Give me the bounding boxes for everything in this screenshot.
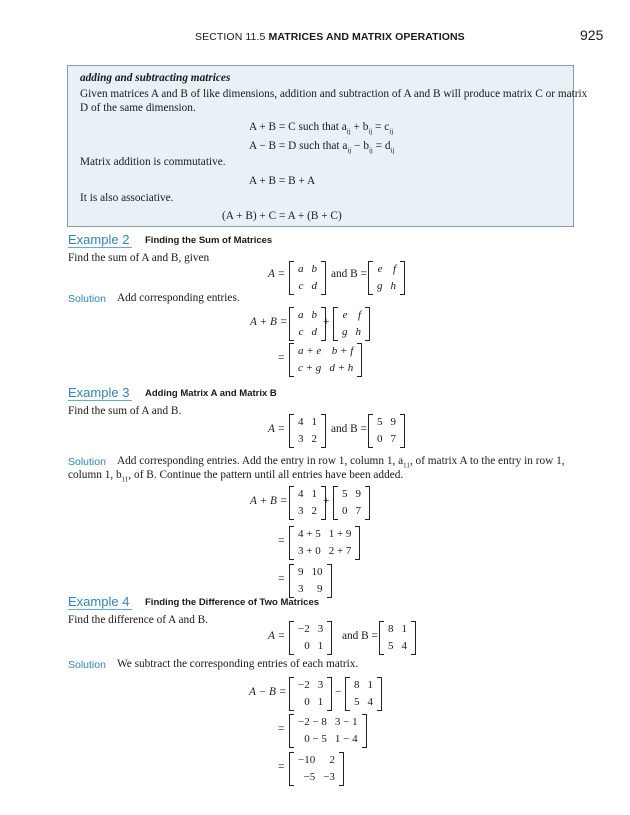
- matrix-entry: 4: [298, 416, 304, 428]
- matrix-entry: 0: [304, 696, 310, 708]
- matrix-entry: 2: [311, 433, 317, 445]
- matrix-entry: 1: [401, 623, 407, 635]
- example-2-prompt: Find the sum of A and B, given: [68, 252, 210, 264]
- matrix-entry: c + g: [298, 362, 322, 374]
- matrix-entry: e: [377, 263, 383, 275]
- matrix-entry: 0 − 5: [304, 733, 327, 745]
- matrix-entry: 7: [355, 505, 361, 517]
- example-4-solution-label: Solution: [68, 659, 106, 671]
- matrix-entry: 0: [377, 433, 383, 445]
- ex2-plus: +: [323, 316, 330, 328]
- matrix-entry: b: [311, 309, 317, 321]
- matrix-entry: 3 − 1: [334, 716, 358, 728]
- example-4-solution-text: We subtract the corresponding entries of each matrix.: [117, 658, 359, 670]
- matrix-entry: 9: [317, 583, 323, 595]
- ex3-sum-entries-matrix: [289, 526, 360, 560]
- ex2-sum-matrix-b: [333, 307, 370, 341]
- section-title: MATRICES AND MATRIX OPERATIONS: [268, 31, 465, 43]
- ex4-matrix-b: [379, 621, 416, 655]
- ex4-diff-entries-matrix: [289, 714, 367, 748]
- ex4-eq-2: =: [278, 761, 285, 773]
- matrix-entry: 2: [311, 505, 317, 517]
- ex4-diff-matrix-a: [289, 677, 332, 711]
- example-2-solution-text: Add corresponding entries.: [117, 292, 240, 304]
- ex3-result-matrix: [289, 564, 332, 598]
- ex2-matrix-b: [368, 261, 405, 295]
- matrix-entry: 9: [298, 566, 304, 578]
- matrix-entry: c: [298, 326, 304, 338]
- right-bracket: [400, 414, 405, 448]
- matrix-entry: 8: [388, 623, 394, 635]
- right-bracket: [400, 261, 405, 295]
- box-title: adding and subtracting matrices: [80, 72, 231, 84]
- right-bracket: [355, 526, 360, 560]
- matrix-entry: −2: [298, 623, 310, 635]
- matrix-entry: a: [298, 309, 304, 321]
- matrix-entry: 1: [311, 488, 317, 500]
- right-bracket: [411, 621, 416, 655]
- box-line-2: D of the same dimension.: [80, 102, 196, 114]
- example-2-underline: [68, 247, 132, 248]
- matrix-entry: 5: [354, 696, 360, 708]
- ex2-matrix-a: [289, 261, 326, 295]
- matrix-entry: 1: [311, 416, 317, 428]
- example-4-title: Finding the Difference of Two Matrices: [145, 597, 320, 608]
- matrix-entry: b: [311, 263, 317, 275]
- example-2-label: Example 2: [68, 232, 130, 247]
- matrix-entry: 3: [317, 623, 324, 635]
- ex3-sum-matrix-b: [333, 486, 370, 520]
- matrix-entry: c: [298, 280, 304, 292]
- example-4-prompt: Find the difference of A and B.: [68, 614, 209, 626]
- matrix-entry: 4 + 5: [298, 528, 321, 540]
- right-bracket: [321, 261, 326, 295]
- matrix-entry: 1: [317, 696, 324, 708]
- matrix-entry: 1 + 9: [328, 528, 352, 540]
- ex3-matrix-b: [368, 414, 405, 448]
- box-eq-4: (A + B) + C = A + (B + C): [222, 210, 342, 222]
- right-bracket: [365, 307, 370, 341]
- ex4-and-b: and B =: [342, 630, 378, 642]
- matrix-entry: 8: [354, 679, 360, 691]
- right-bracket: [327, 677, 332, 711]
- matrix-entry: a: [298, 263, 304, 275]
- ex3-sum-matrix-a: [289, 486, 326, 520]
- matrix-entry: 2: [329, 754, 335, 766]
- example-3-underline: [68, 400, 132, 401]
- ex4-a-label: A =: [268, 630, 286, 642]
- matrix-entry: b + f: [331, 345, 354, 357]
- matrix-entry: −10: [298, 754, 316, 766]
- matrix-entry: 9: [390, 416, 396, 428]
- section-prefix: SECTION 11.5: [195, 31, 266, 43]
- example-4-underline: [68, 609, 132, 610]
- matrix-entry: −2: [298, 679, 310, 691]
- matrix-entry: 1: [317, 640, 324, 652]
- matrix-entry: 4: [367, 696, 373, 708]
- matrix-entry: d: [311, 326, 317, 338]
- matrix-entry: a + e: [298, 345, 322, 357]
- right-bracket: [357, 343, 362, 377]
- matrix-entry: 5: [377, 416, 383, 428]
- example-2-title: Finding the Sum of Matrices: [145, 235, 273, 246]
- page-number: 925: [580, 27, 604, 43]
- matrix-entry: 3: [317, 679, 324, 691]
- ex3-and-b: and B =: [331, 423, 367, 435]
- matrix-entry: 1: [367, 679, 373, 691]
- ex2-sum-matrix-a: [289, 307, 326, 341]
- matrix-entry: f: [392, 263, 396, 275]
- example-3-solution-label: Solution: [68, 456, 106, 468]
- matrix-entry: 2 + 7: [328, 545, 352, 557]
- box-eq-3: A + B = B + A: [249, 175, 316, 187]
- box-line-1: Given matrices A and B of like dimensions, addition and subtraction of A and B will produce matrix C or matrix: [80, 88, 588, 100]
- box-eq-1: A + B = C such that $a_{ij} + b_{ij} = c_{ij}$: [249, 121, 394, 136]
- ex4-minus: −: [335, 686, 342, 698]
- ex2-result-matrix: [289, 343, 362, 377]
- ex4-result-matrix: [289, 752, 344, 786]
- matrix-entry: 3: [298, 505, 304, 517]
- ex4-diff-label: A − B =: [249, 686, 287, 698]
- ex4-diff-matrix-b: [345, 677, 382, 711]
- matrix-entry: −2 − 8: [298, 716, 327, 728]
- matrix-entry: −3: [323, 771, 335, 783]
- ex4-matrix-a: [289, 621, 332, 655]
- matrix-entry: e: [342, 309, 348, 321]
- matrix-entry: 3 + 0: [298, 545, 321, 557]
- ex3-eq-2: =: [278, 573, 285, 585]
- example-2-solution-label: Solution: [68, 293, 106, 305]
- matrix-entry: g: [342, 326, 348, 338]
- right-bracket: [327, 564, 332, 598]
- matrix-entry: g: [377, 280, 383, 292]
- right-bracket: [362, 714, 367, 748]
- example-3-prompt: Find the sum of A and B.: [68, 405, 182, 417]
- box-commutative: Matrix addition is commutative.: [80, 156, 226, 168]
- ex3-eq-1: =: [278, 535, 285, 547]
- matrix-entry: d + h: [329, 362, 354, 374]
- matrix-entry: −5: [303, 771, 316, 783]
- ex2-and-b: and B =: [331, 268, 367, 280]
- matrix-entry: 5: [342, 488, 348, 500]
- example-3-label: Example 3: [68, 385, 130, 400]
- section-header: [195, 31, 465, 43]
- ex3-a-label: A =: [268, 423, 286, 435]
- matrix-entry: 10: [311, 566, 323, 578]
- ex3-plus: +: [323, 495, 330, 507]
- matrix-entry: 3: [298, 433, 304, 445]
- matrix-entry: 7: [390, 433, 396, 445]
- ex3-matrix-a: [289, 414, 326, 448]
- matrix-entry: 0: [342, 505, 348, 517]
- matrix-entry: d: [311, 280, 317, 292]
- example-3-solution-line-2: column 1, $b_{11}$, of B. Continue the pattern until all entries have been added.: [68, 469, 404, 484]
- ex2-a-label: A =: [268, 268, 286, 280]
- right-bracket: [327, 621, 332, 655]
- ex2-eq: =: [278, 352, 285, 364]
- ex3-sum-label: A + B =: [250, 495, 288, 507]
- right-bracket: [365, 486, 370, 520]
- matrix-entry: 4: [401, 640, 407, 652]
- matrix-entry: h: [355, 326, 361, 338]
- matrix-entry: 0: [304, 640, 310, 652]
- matrix-entry: 1 − 4: [334, 733, 358, 745]
- matrix-entry: f: [357, 309, 361, 321]
- right-bracket: [377, 677, 382, 711]
- example-3-solution-line-1: Add corresponding entries. Add the entry in row 1, column 1, $a_{11}$, of matrix A to the entry in row 1,: [117, 455, 565, 470]
- matrix-entry: 3: [298, 583, 304, 595]
- right-bracket: [339, 752, 344, 786]
- box-eq-2: A − B = D such that $a_{ij} - b_{ij} = d_{ij}$: [249, 140, 395, 155]
- ex2-sum-label: A + B =: [250, 316, 288, 328]
- right-bracket: [321, 414, 326, 448]
- matrix-entry: 9: [355, 488, 361, 500]
- matrix-entry: 4: [298, 488, 304, 500]
- box-associative: It is also associative.: [80, 192, 174, 204]
- ex4-eq-1: =: [278, 723, 285, 735]
- example-3-title: Adding Matrix A and Matrix B: [145, 388, 277, 399]
- example-4-label: Example 4: [68, 594, 130, 609]
- matrix-entry: h: [390, 280, 396, 292]
- matrix-entry: 5: [388, 640, 394, 652]
